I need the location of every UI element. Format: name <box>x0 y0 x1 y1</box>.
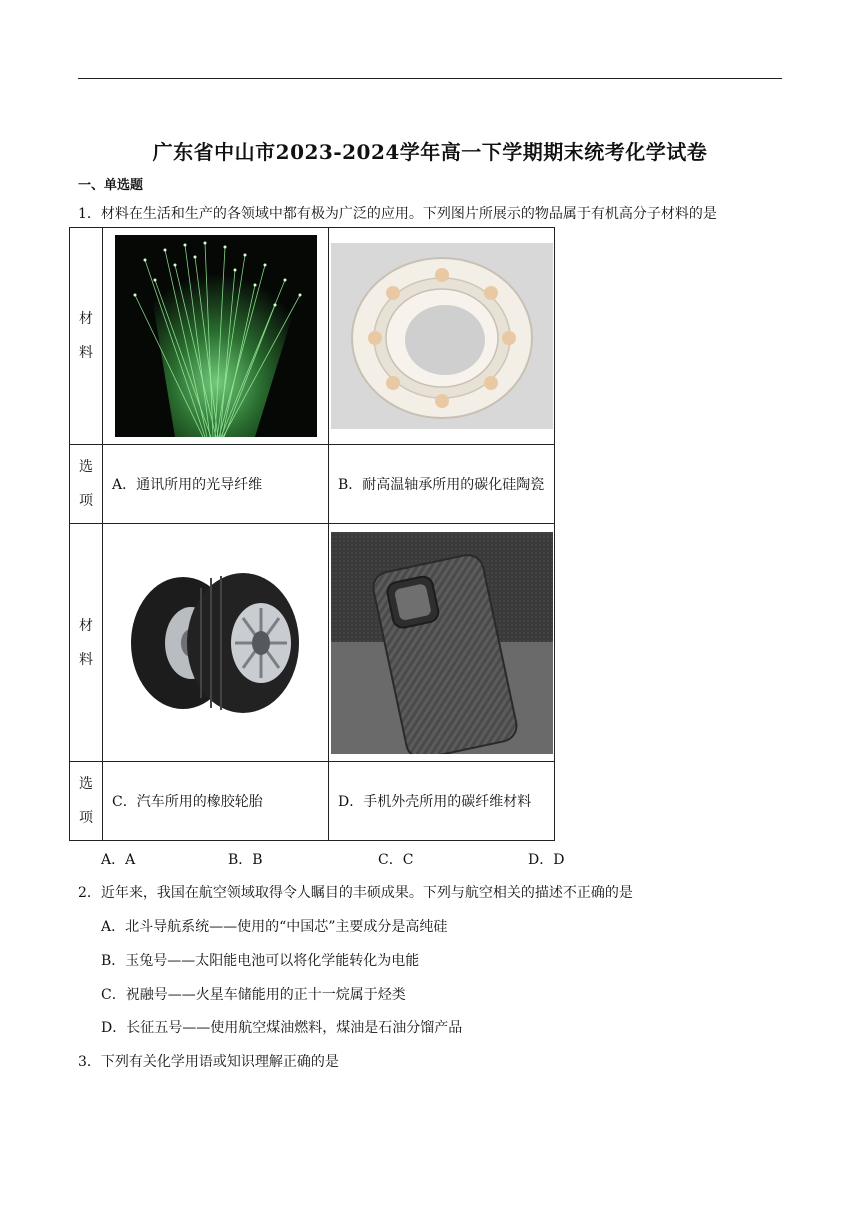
question-1-stem: 1．材料在生活和生产的各领域中都有极为广泛的应用。下列图片所展示的物品属于有机高分子材料的是 <box>78 206 717 222</box>
row-label-material: 材 料 <box>70 228 103 445</box>
answer-choice-d: D．D <box>528 852 565 868</box>
ceramic-bearing-image <box>331 243 553 429</box>
row-label-option-2: 选 项 <box>70 762 103 841</box>
image-cell-d <box>329 524 555 762</box>
question-3-stem: 3．下列有关化学用语或知识理解正确的是 <box>78 1054 339 1070</box>
header-rule <box>78 78 782 79</box>
option-b-cell: B．耐高温轴承所用的碳化硅陶瓷 <box>329 445 555 524</box>
question-2-stem: 2．近年来，我国在航空领域取得令人瞩目的丰硕成果。下列与航空相关的描述不正确的是 <box>78 885 633 901</box>
option-d-cell: D．手机外壳所用的碳纤维材料 <box>329 762 555 841</box>
question-2-option-a: A．北斗导航系统——使用的“中国芯”主要成分是高纯硅 <box>101 919 448 935</box>
question-2-option-c: C．祝融号——火星车储能用的正十一烷属于烃类 <box>101 987 406 1003</box>
page-title: 广东省中山市2023-2024学年高一下学期期末统考化学试卷 <box>152 140 708 164</box>
answer-choice-a: A．A <box>101 852 136 868</box>
question-1-material-table <box>69 227 555 841</box>
rubber-tires-image <box>121 568 311 718</box>
image-cell-c <box>103 524 329 762</box>
carbon-fiber-phone-case-image <box>331 532 553 754</box>
row-label-material-2: 材 料 <box>70 524 103 762</box>
image-cell-b <box>329 228 555 445</box>
row-label-option: 选 项 <box>70 445 103 524</box>
question-2-option-d: D．长征五号——使用航空煤油燃料，煤油是石油分馏产品 <box>101 1020 463 1036</box>
answer-choice-c: C．C <box>378 852 414 868</box>
option-a-cell: A．通讯所用的光导纤维 <box>103 445 329 524</box>
answer-choice-b: B．B <box>228 852 263 868</box>
option-c-cell: C．汽车所用的橡胶轮胎 <box>103 762 329 841</box>
optical-fiber-image <box>115 235 317 437</box>
section-heading: 一、单选题 <box>78 178 144 193</box>
question-2-option-b: B．玉兔号——太阳能电池可以将化学能转化为电能 <box>101 953 420 969</box>
image-cell-a <box>103 228 329 445</box>
